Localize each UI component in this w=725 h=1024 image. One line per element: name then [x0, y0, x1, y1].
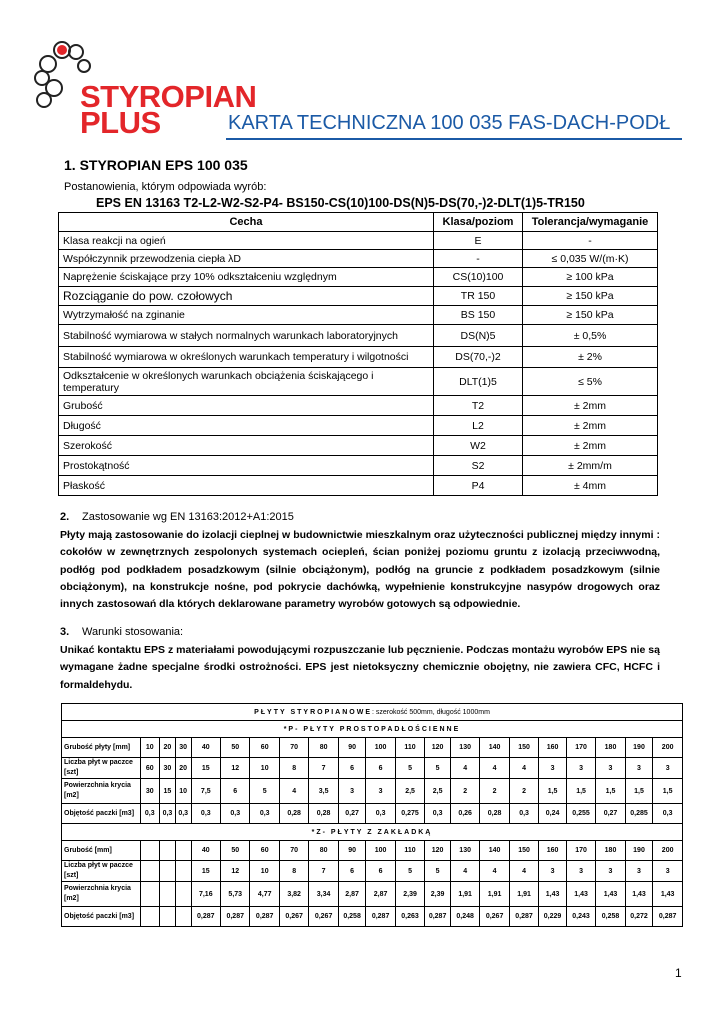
- table-cell: 4: [509, 861, 538, 882]
- spec-class: DS(N)5: [434, 325, 523, 347]
- table-cell: 1,5: [596, 779, 625, 804]
- table-cell: 1,43: [653, 882, 683, 907]
- table-cell: [160, 861, 176, 882]
- table-cell: 0,287: [509, 907, 538, 927]
- table-cell: 6: [366, 861, 395, 882]
- table-row: [59, 456, 658, 476]
- table-cell: 170: [566, 841, 595, 861]
- table-cell: 40: [191, 738, 220, 758]
- table-row: [59, 416, 658, 436]
- table-cell: 0,28: [309, 804, 338, 824]
- table-cell: 1,91: [480, 882, 509, 907]
- table-cell: 3: [596, 861, 625, 882]
- table-cell: 4: [450, 758, 479, 779]
- table-cell: [160, 907, 176, 927]
- table-cell: 2: [509, 779, 538, 804]
- table-cell: 90: [338, 738, 366, 758]
- table-cell: 5: [395, 758, 424, 779]
- table-row: [59, 368, 658, 396]
- table-cell: 0,3: [366, 804, 395, 824]
- spec-class: DS(70,-)2: [434, 347, 523, 368]
- spec-tolerance: ± 2%: [523, 347, 658, 368]
- spec-feature: Prostokątność: [59, 456, 434, 476]
- table-cell: 5: [425, 861, 451, 882]
- spec-feature: Długość: [59, 416, 434, 436]
- spec-tolerance: ≤ 5%: [523, 368, 658, 396]
- table-cell: 4: [480, 861, 509, 882]
- table-cell: 70: [279, 738, 308, 758]
- table-cell: 0,3: [425, 804, 451, 824]
- table-cell: 15: [191, 758, 220, 779]
- spec-feature: Płaskość: [59, 476, 434, 496]
- table-row: [62, 841, 683, 861]
- table-cell: 160: [539, 841, 567, 861]
- table-cell: 4: [509, 758, 538, 779]
- table-cell: 3: [653, 758, 683, 779]
- table-cell: 5,73: [221, 882, 250, 907]
- table-cell: 2: [480, 779, 509, 804]
- spec-feature: Wytrzymałość na zginanie: [59, 306, 434, 325]
- table-cell: 6: [366, 758, 395, 779]
- table-cell: 0,267: [480, 907, 509, 927]
- table-cell: 3,5: [309, 779, 338, 804]
- table-cell: 0,267: [279, 907, 308, 927]
- table-cell: 0,229: [539, 907, 567, 927]
- table-row: [59, 347, 658, 368]
- table-cell: 0,287: [366, 907, 395, 927]
- table-cell: 3: [625, 861, 653, 882]
- spec-tolerance: ± 0,5%: [523, 325, 658, 347]
- table-cell: 20: [175, 758, 191, 779]
- spec-class: L2: [434, 416, 523, 436]
- table-row: [62, 824, 683, 841]
- section2-number: 2.: [60, 511, 70, 523]
- row-label: Grubość płyty [mm]: [62, 738, 141, 758]
- table-cell: 4,77: [250, 882, 279, 907]
- plates-header-note: : szerokość 500mm, długość 1000mm: [372, 708, 490, 716]
- table-cell: 1,5: [625, 779, 653, 804]
- table-cell: 3: [539, 861, 567, 882]
- table-cell: 2,39: [425, 882, 451, 907]
- table-cell: 200: [653, 738, 683, 758]
- spec-class: DLT(1)5: [434, 368, 523, 396]
- table-cell: 0,287: [425, 907, 451, 927]
- section1-title: 1. STYROPIAN EPS 100 035: [64, 157, 248, 173]
- table-cell: 2: [450, 779, 479, 804]
- table-cell: 8: [279, 861, 308, 882]
- section3-heading: [60, 626, 183, 638]
- spec-feature: Naprężenie ściskające przy 10% odkształceniu względnym: [59, 268, 434, 287]
- table-row: [62, 779, 683, 804]
- table-cell: 2,39: [395, 882, 424, 907]
- product-code: EPS EN 13163 T2-L2-W2-S2-P4- BS150-CS(10)100-DS(N)5-DS(70,-)2-DLT(1)5-TR150: [96, 196, 585, 210]
- table-cell: 0,27: [596, 804, 625, 824]
- table-row: [59, 287, 658, 306]
- section2-title: Zastosowanie wg EN 13163:2012+A1:2015: [82, 511, 294, 523]
- table-cell: 0,287: [250, 907, 279, 927]
- table-cell: 0,26: [450, 804, 479, 824]
- table-cell: 120: [425, 841, 451, 861]
- spec-class: E: [434, 232, 523, 250]
- table-row: [62, 861, 683, 882]
- spec-feature: Grubość: [59, 396, 434, 416]
- table-cell: 1,91: [450, 882, 479, 907]
- table-cell: 3: [625, 758, 653, 779]
- table-cell: 10: [250, 861, 279, 882]
- section3-number: 3.: [60, 626, 70, 638]
- table-cell: 180: [596, 738, 625, 758]
- table-cell: 0,27: [338, 804, 366, 824]
- table-cell: 12: [221, 861, 250, 882]
- table-cell: 0,3: [221, 804, 250, 824]
- table-cell: 190: [625, 738, 653, 758]
- spec-tolerance: ± 2mm: [523, 396, 658, 416]
- table-cell: 2,87: [366, 882, 395, 907]
- table-cell: 12: [221, 758, 250, 779]
- table-cell: 3: [338, 779, 366, 804]
- table-cell: 7: [309, 861, 338, 882]
- spec-class: P4: [434, 476, 523, 496]
- row-label: Grubość [mm]: [62, 841, 141, 861]
- table-row: [59, 232, 658, 250]
- table-cell: 3,82: [279, 882, 308, 907]
- plates-table-header: [62, 704, 683, 721]
- table-cell: 200: [653, 841, 683, 861]
- table-cell: 80: [309, 738, 338, 758]
- table-cell: 190: [625, 841, 653, 861]
- table-cell: 6: [338, 861, 366, 882]
- table-cell: 5: [425, 758, 451, 779]
- spec-tolerance: ≥ 100 kPa: [523, 268, 658, 287]
- table-cell: 0,267: [309, 907, 338, 927]
- table-cell: 60: [250, 841, 279, 861]
- table-cell: 10: [250, 758, 279, 779]
- table-cell: 1,5: [539, 779, 567, 804]
- table-row: [59, 396, 658, 416]
- table-cell: 0,287: [191, 907, 220, 927]
- section2-text: Płyty mają zastosowanie do izolacji cieplnej w budownictwie mieszkalnym oraz użyteczności publicznej między innymi : cokołów w zewnętrznych zespolonych systemach ociepleń, ścian poniżej poziomu gruntu z izolacją przeciwwodną, podłóg pod podkładem posadzkowym (silnie obciążonym), podłóg na gruncie z podkładem posadzkowym (silnie obciążonym), na konstrukcje nośne, pod pokrycie dachówką, wypełnienie konstrukcyjne nasypów drogowych oraz innych zastosowań dla których deklarowane parametry wyrobów gotowych są odpowiednie.: [60, 529, 660, 611]
- table-cell: 140: [480, 841, 509, 861]
- table-cell: 1,43: [566, 882, 595, 907]
- table-cell: 80: [309, 841, 338, 861]
- table-row: [62, 804, 683, 824]
- table-cell: 120: [425, 738, 451, 758]
- table-cell: 20: [160, 738, 176, 758]
- table-cell: 10: [140, 738, 160, 758]
- table-cell: [140, 861, 160, 882]
- table-cell: 0,275: [395, 804, 424, 824]
- spec-feature: Szerokość: [59, 436, 434, 456]
- col-header-cecha: Cecha: [59, 213, 434, 232]
- spec-class: T2: [434, 396, 523, 416]
- table-cell: 1,43: [596, 882, 625, 907]
- plates-header-title: PŁYTY STYROPIANOWE: [254, 708, 373, 716]
- table-cell: 60: [140, 758, 160, 779]
- spec-tolerance: ≥ 150 kPa: [523, 306, 658, 325]
- table-cell: 110: [395, 738, 424, 758]
- table-cell: 30: [140, 779, 160, 804]
- table-cell: 50: [221, 738, 250, 758]
- table-cell: 0,248: [450, 907, 479, 927]
- table-row: [59, 306, 658, 325]
- table-cell: 180: [596, 841, 625, 861]
- table-cell: 70: [279, 841, 308, 861]
- table-cell: 0,287: [653, 907, 683, 927]
- table-cell: 2,5: [395, 779, 424, 804]
- table-cell: 7: [309, 758, 338, 779]
- spec-tolerance: -: [523, 232, 658, 250]
- table-cell: 0,24: [539, 804, 567, 824]
- brand-line1: STYROPIAN: [80, 79, 257, 114]
- brand-line2: PLUS: [80, 105, 161, 140]
- table-cell: 1,5: [566, 779, 595, 804]
- spec-feature: Rozciąganie do pow. czołowych: [59, 287, 434, 306]
- row-label: Liczba płyt w paczce [szt]: [62, 758, 141, 779]
- table-cell: 3: [653, 861, 683, 882]
- table-cell: 15: [191, 861, 220, 882]
- table-cell: 3: [539, 758, 567, 779]
- table-row: [62, 907, 683, 927]
- table-cell: 3: [566, 861, 595, 882]
- row-label: Objętość paczki [m3]: [62, 804, 141, 824]
- table-cell: 40: [191, 841, 220, 861]
- spec-tolerance: ≤ 0,035 W/(m·K): [523, 250, 658, 268]
- table-cell: 8: [279, 758, 308, 779]
- spec-tolerance: ± 2mm/m: [523, 456, 658, 476]
- spec-feature: Odkształcenie w określonych warunkach obciążenia ściskającego i temperatury: [59, 368, 434, 396]
- table-cell: 0,258: [338, 907, 366, 927]
- table-cell: 130: [450, 841, 479, 861]
- spec-tolerance: ± 2mm: [523, 416, 658, 436]
- spec-feature: Stabilność wymiarowa w stałych normalnych warunkach laboratoryjnych: [59, 325, 434, 347]
- table-cell: 100: [366, 738, 395, 758]
- row-label: Liczba płyt w paczce [szt]: [62, 861, 141, 882]
- table-cell: 2,5: [425, 779, 451, 804]
- spec-class: BS 150: [434, 306, 523, 325]
- spec-class: TR 150: [434, 287, 523, 306]
- table-cell: 1,91: [509, 882, 538, 907]
- spec-tolerance: ± 2mm: [523, 436, 658, 456]
- table-cell: 0,3: [509, 804, 538, 824]
- table-cell: 0,3: [653, 804, 683, 824]
- table-cell: 3: [566, 758, 595, 779]
- table-cell: 10: [175, 779, 191, 804]
- table-cell: [140, 841, 160, 861]
- z-section-title: *Z- PŁYTY Z ZAKŁADKĄ: [62, 824, 683, 841]
- spec-header-row: [59, 213, 658, 232]
- spec-class: W2: [434, 436, 523, 456]
- table-cell: 100: [366, 841, 395, 861]
- spec-class: -: [434, 250, 523, 268]
- table-cell: 6: [338, 758, 366, 779]
- table-row: [59, 476, 658, 496]
- spec-class: S2: [434, 456, 523, 476]
- table-cell: 0,3: [175, 804, 191, 824]
- table-cell: 2,87: [338, 882, 366, 907]
- table-row: [59, 268, 658, 287]
- table-cell: 1,43: [625, 882, 653, 907]
- spec-feature: Klasa reakcji na ogień: [59, 232, 434, 250]
- table-row: [62, 738, 683, 758]
- spec-tolerance: ± 4mm: [523, 476, 658, 496]
- table-cell: 30: [175, 738, 191, 758]
- table-cell: 0,243: [566, 907, 595, 927]
- spec-table: [58, 212, 658, 496]
- document-title: KARTA TECHNICZNA 100 035 FAS-DACH-PODŁ: [228, 112, 671, 134]
- table-cell: 0,258: [596, 907, 625, 927]
- table-cell: 15: [160, 779, 176, 804]
- table-cell: 90: [338, 841, 366, 861]
- spec-tolerance: ≥ 150 kPa: [523, 287, 658, 306]
- table-cell: 170: [566, 738, 595, 758]
- row-label: Powierzchnia krycia [m2]: [62, 779, 141, 804]
- table-cell: 30: [160, 758, 176, 779]
- col-header-klasa: Klasa/poziom: [434, 213, 523, 232]
- table-cell: 4: [450, 861, 479, 882]
- table-cell: 0,285: [625, 804, 653, 824]
- table-cell: 0,263: [395, 907, 424, 927]
- table-row: [62, 704, 683, 721]
- table-cell: 160: [539, 738, 567, 758]
- table-cell: 5: [250, 779, 279, 804]
- table-cell: 150: [509, 841, 538, 861]
- table-cell: [140, 882, 160, 907]
- p-section-title: *P- PŁYTY PROSTOPADŁOŚCIENNE: [62, 721, 683, 738]
- spec-class: CS(10)100: [434, 268, 523, 287]
- table-cell: 4: [480, 758, 509, 779]
- table-cell: [175, 841, 191, 861]
- table-cell: [175, 907, 191, 927]
- table-cell: 1,5: [653, 779, 683, 804]
- table-cell: [140, 907, 160, 927]
- table-cell: 1,43: [539, 882, 567, 907]
- row-label: Powierzchnia krycia [m2]: [62, 882, 141, 907]
- table-cell: 0,28: [480, 804, 509, 824]
- table-cell: 4: [279, 779, 308, 804]
- table-cell: 0,3: [191, 804, 220, 824]
- section1-subtitle: Postanowienia, którym odpowiada wyrób:: [64, 181, 267, 193]
- company-logo: [32, 38, 257, 140]
- table-cell: 3: [366, 779, 395, 804]
- table-cell: 0,255: [566, 804, 595, 824]
- table-cell: 130: [450, 738, 479, 758]
- table-cell: 3: [596, 758, 625, 779]
- table-cell: 60: [250, 738, 279, 758]
- table-cell: [175, 882, 191, 907]
- spec-feature: Stabilność wymiarowa w określonych warunkach temperatury i wilgotności: [59, 347, 434, 368]
- section2-heading: [60, 511, 294, 523]
- table-cell: 0,272: [625, 907, 653, 927]
- table-cell: 0,3: [250, 804, 279, 824]
- section3-title: Warunki stosowania:: [82, 626, 184, 638]
- page-number: 1: [675, 966, 682, 980]
- table-cell: 140: [480, 738, 509, 758]
- table-row: [59, 436, 658, 456]
- table-row: [59, 250, 658, 268]
- table-cell: [160, 841, 176, 861]
- table-row: [62, 882, 683, 907]
- table-cell: 150: [509, 738, 538, 758]
- table-cell: 0,28: [279, 804, 308, 824]
- col-header-tolerancja: Tolerancja/wymaganie: [523, 213, 658, 232]
- table-row: [62, 721, 683, 738]
- table-cell: 0,3: [160, 804, 176, 824]
- section3-text: Unikać kontaktu EPS z materiałami powodującymi rozpuszczanie lub pęcznienie. Podczas montażu wyrobów EPS nie są wymagane żadne specjalne środki ostrożności. EPS jest nietoksyczny chemicznie obojętny, nie zawiera CFC, HCFC i formaldehydu.: [60, 644, 660, 691]
- table-cell: 5: [395, 861, 424, 882]
- table-row: [59, 325, 658, 347]
- table-cell: 7,5: [191, 779, 220, 804]
- title-underline: [226, 138, 682, 140]
- table-cell: 3,34: [309, 882, 338, 907]
- table-cell: [175, 861, 191, 882]
- table-row: [62, 758, 683, 779]
- table-cell: 6: [221, 779, 250, 804]
- table-cell: 50: [221, 841, 250, 861]
- table-cell: [160, 882, 176, 907]
- row-label: Objętość paczki [m3]: [62, 907, 141, 927]
- table-cell: 110: [395, 841, 424, 861]
- table-cell: 0,3: [140, 804, 160, 824]
- table-cell: 0,287: [221, 907, 250, 927]
- table-cell: 7,16: [191, 882, 220, 907]
- plates-table: [61, 703, 683, 927]
- spec-feature: Współczynnik przewodzenia ciepła λD: [59, 250, 434, 268]
